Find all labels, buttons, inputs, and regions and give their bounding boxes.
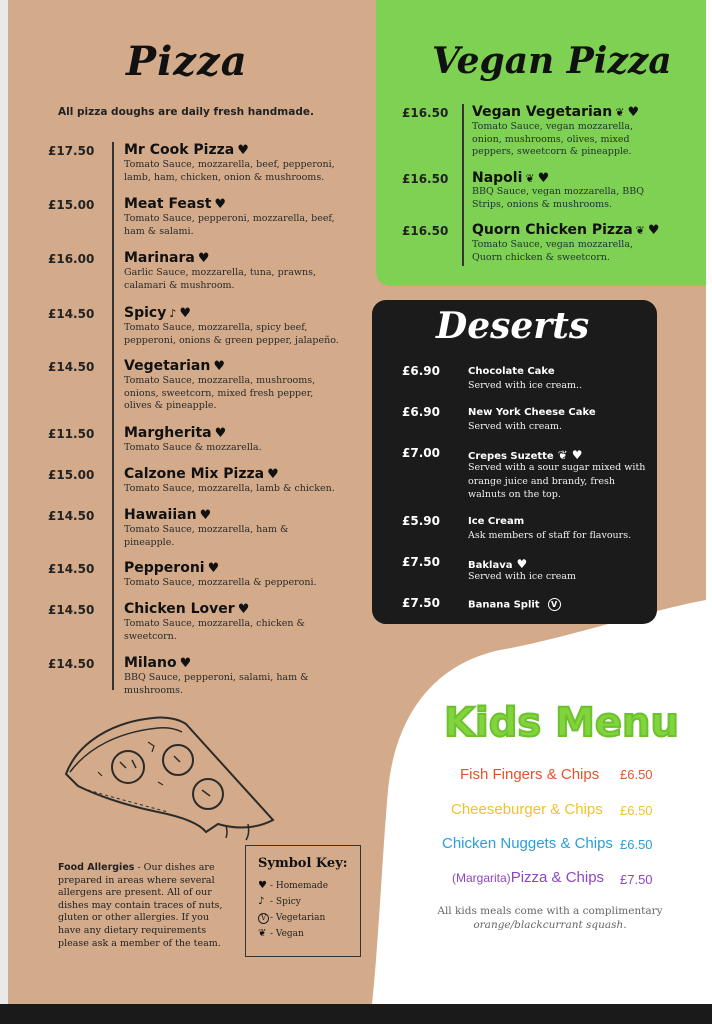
- item-name: Quorn Chicken Pizza ❦ ♥: [472, 222, 660, 238]
- item-description: Tomato Sauce & mozzarella.: [124, 442, 262, 453]
- kids-item-name: Fish Fingers & Chips: [460, 766, 600, 783]
- pizza-slice-illustration: [58, 712, 283, 842]
- item-price: £6.90: [402, 364, 440, 378]
- pizza-section-title: Pizza: [126, 38, 248, 85]
- item-price: £11.50: [48, 427, 95, 441]
- item-price: £15.00: [48, 468, 95, 482]
- leaf-icon: ❦: [635, 224, 645, 237]
- heart-icon: ♥: [197, 251, 210, 266]
- chili-icon: ♪: [169, 307, 177, 320]
- item-price: £7.50: [402, 555, 440, 569]
- heart-icon: ♥: [647, 223, 660, 238]
- kids-item-price: £6.50: [620, 767, 653, 782]
- item-name: Margherita ♥: [124, 425, 227, 441]
- bottom-bar: [0, 1004, 712, 1024]
- item-name: Hawaiian ♥: [124, 507, 212, 523]
- item-description: Tomato Sauce, pepperoni, mozzarella, beef, ham & salami.: [124, 213, 335, 237]
- item-price: £16.50: [402, 172, 449, 186]
- heart-icon: ♥: [537, 171, 550, 186]
- item-description: Ask members of staff for flavours.: [468, 530, 632, 541]
- heart-icon: ♥: [571, 448, 583, 462]
- dough-note: All pizza doughs are daily fresh handmade.: [58, 106, 314, 118]
- item-description: Tomato Sauce, mozzarella, chicken & sweetcorn.: [124, 618, 305, 642]
- item-name: Calzone Mix Pizza ♥: [124, 466, 279, 482]
- key-row: ♥ - Homemade: [258, 880, 329, 891]
- item-name: Milano ♥: [124, 655, 192, 671]
- kids-note: All kids meals come with a complimentary orange/blackcurrant squash.: [437, 905, 663, 931]
- item-description: Garlic Sauce, mozzarella, tuna, prawns, calamari & mushroom.: [124, 267, 317, 291]
- item-name: Meat Feast ♥: [124, 196, 227, 212]
- item-price: £16.50: [402, 106, 449, 120]
- item-description: Tomato Sauce, vegan mozzarella, Quorn chicken & sweetcorn.: [472, 239, 634, 263]
- item-name: Chocolate Cake: [468, 366, 555, 377]
- item-description: Served with a sour sugar mixed with orange juice and brandy, fresh walnuts on the top.: [468, 462, 646, 500]
- chili-icon: ♪: [258, 896, 265, 907]
- deserts-section-title: Deserts: [436, 305, 590, 347]
- item-description: Tomato Sauce, mozzarella, spicy beef, pepperoni, onions & green pepper, jalapeño.: [124, 322, 339, 346]
- heart-icon: ♥: [179, 306, 192, 321]
- leaf-icon: ❦: [525, 172, 535, 185]
- item-description: BBQ Sauce, vegan mozzarella, BBQ Strips, onions & mushrooms.: [472, 186, 645, 210]
- leaf-icon: ❦: [557, 448, 568, 462]
- kids-item-name: Cheeseburger & Chips: [451, 801, 603, 818]
- item-price: £14.50: [48, 307, 95, 321]
- item-name: New York Cheese Cake: [468, 407, 596, 418]
- item-description: Tomato Sauce, vegan mozzarella, onion, mushrooms, olives, mixed peppers, sweetcorn & pineapple.: [472, 121, 634, 158]
- item-price: £14.50: [48, 360, 95, 374]
- item-description: Tomato Sauce, mozzarella, lamb & chicken.: [124, 483, 335, 494]
- item-description: Served with ice cream..: [468, 380, 583, 391]
- item-price: £7.50: [402, 596, 440, 610]
- item-description: Served with ice cream: [468, 571, 577, 582]
- kids-item-price: £7.50: [620, 872, 653, 887]
- item-description: Tomato Sauce, mozzarella, ham & pineapple.: [124, 524, 289, 548]
- item-price: £5.90: [402, 514, 440, 528]
- item-name: Crepes Suzette ❦ ♥: [468, 448, 583, 462]
- heart-icon: ♥: [237, 143, 249, 158]
- item-price: £17.50: [48, 144, 95, 158]
- kids-item-name: (Margarita)Pizza & Chips: [452, 869, 605, 886]
- item-description: Tomato Sauce, mozzarella, mushrooms, onions, sweetcorn, mixed fresh pepper, olives & pineapple.: [124, 375, 316, 412]
- item-name: Banana Split V: [468, 598, 561, 611]
- kids-item-name: Chicken Nuggets & Chips: [442, 835, 613, 852]
- vegan-divider-line: [462, 104, 464, 266]
- item-name: Napoli ❦ ♥: [472, 170, 550, 186]
- v-circle-icon: V: [548, 598, 561, 611]
- pizza-divider-line: [112, 142, 114, 690]
- item-price: £7.00: [402, 446, 440, 460]
- heart-icon: ♥: [179, 656, 192, 671]
- kids-item-price: £6.50: [620, 803, 653, 818]
- item-price: £16.00: [48, 252, 95, 266]
- heart-icon: ♥: [213, 359, 225, 374]
- item-description: Served with cream.: [468, 421, 563, 432]
- item-price: £14.50: [48, 657, 95, 671]
- item-description: Tomato Sauce, mozzarella & pepperoni.: [124, 577, 317, 588]
- item-name: Pepperoni ♥: [124, 560, 220, 576]
- heart-icon: ♥: [516, 557, 528, 571]
- kids-menu-title: Kids Menu: [444, 700, 679, 746]
- item-description: Tomato Sauce, mozzarella, beef, pepperoni, lamb, ham, chicken, onion & mushrooms.: [124, 159, 335, 183]
- heart-icon: ♥: [214, 426, 227, 441]
- heart-icon: ♥: [237, 602, 250, 617]
- item-name: Baklava ♥: [468, 557, 528, 571]
- v-circle-icon: V: [258, 913, 269, 924]
- item-name: Ice Cream: [468, 516, 525, 527]
- leaf-icon: ❦: [258, 928, 267, 939]
- item-description: BBQ Sauce, pepperoni, salami, ham & mushrooms.: [124, 672, 309, 696]
- item-price: £14.50: [48, 603, 95, 617]
- leaf-icon: ❦: [615, 106, 625, 119]
- symbol-key: [245, 845, 361, 957]
- heart-icon: ♥: [199, 508, 212, 523]
- item-price: £16.50: [402, 224, 449, 238]
- item-price: £15.00: [48, 198, 95, 212]
- vegan-section-title: Vegan Pizza: [432, 40, 672, 82]
- item-price: £14.50: [48, 509, 95, 523]
- kids-item-price: £6.50: [620, 837, 653, 852]
- heart-icon: ♥: [627, 105, 640, 120]
- key-row: ♪ - Spicy: [258, 896, 301, 907]
- item-name: Vegetarian ♥: [124, 358, 225, 374]
- allergy-notice: Food Allergies - Our dishes are prepared in areas where several allergens are present. All of our dishes may contain traces of nuts, gluten or other allergies. If you have any dietary requirements please ask a member of the team.: [58, 862, 223, 949]
- item-name: Spicy ♪ ♥: [124, 305, 192, 321]
- item-name: Vegan Vegetarian ❦ ♥: [472, 104, 640, 120]
- heart-icon: ♥: [214, 197, 227, 212]
- symbol-key-title: Symbol Key:: [258, 856, 348, 871]
- item-name: Chicken Lover ♥: [124, 601, 250, 617]
- item-price: £6.90: [402, 405, 440, 419]
- item-name: Mr Cook Pizza ♥: [124, 142, 249, 158]
- heart-icon: ♥: [258, 880, 267, 891]
- item-price: £14.50: [48, 562, 95, 576]
- heart-icon: ♥: [267, 467, 279, 482]
- item-name: Marinara ♥: [124, 250, 210, 266]
- key-row: V - Vegetarian: [258, 912, 325, 924]
- heart-icon: ♥: [207, 561, 220, 576]
- key-row: ❦ - Vegan: [258, 928, 304, 939]
